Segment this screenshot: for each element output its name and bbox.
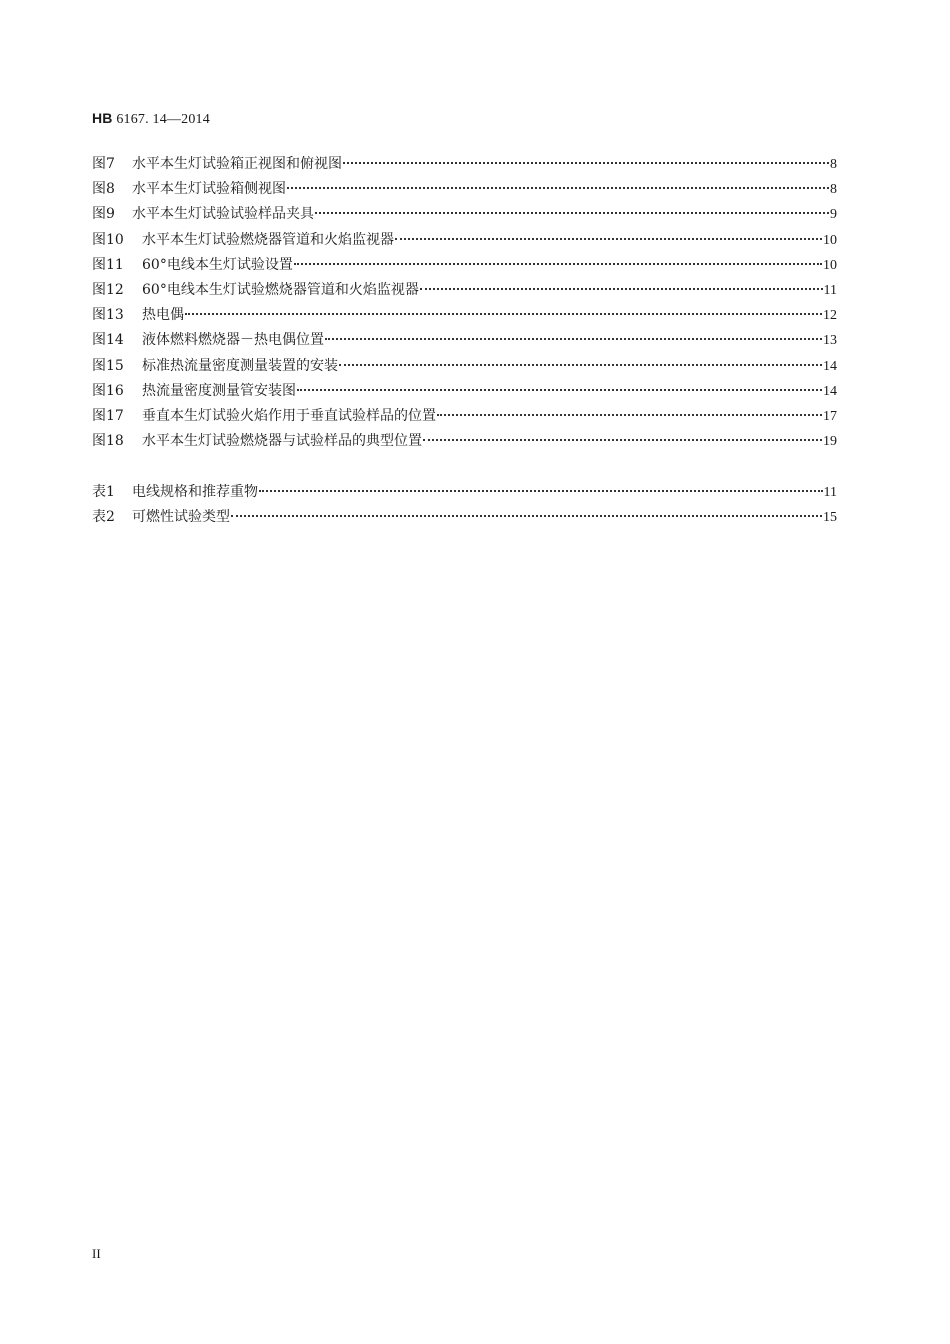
figure-title: 水平本生灯试验箱正视图和俯视图 <box>132 156 342 172</box>
dot-leader <box>287 187 829 189</box>
dot-leader <box>297 389 822 391</box>
figure-page-number: 10 <box>823 232 837 248</box>
toc-row-figure-11[interactable] <box>92 253 837 278</box>
toc-row-figure-17[interactable] <box>92 404 837 429</box>
toc-row-figure-13[interactable] <box>92 303 837 328</box>
dot-leader <box>325 338 822 340</box>
figure-title: 水平本生灯试验燃烧器管道和火焰监视器 <box>142 231 394 248</box>
figure-number: 图18 <box>92 433 124 450</box>
figure-page-number: 8 <box>830 157 837 172</box>
figure-number: 图15 <box>92 357 124 374</box>
dot-leader <box>294 263 822 265</box>
figure-page-number: 11 <box>823 282 837 298</box>
figure-number: 图7 <box>92 156 115 172</box>
toc-row-table-2[interactable] <box>92 505 837 530</box>
table-page-number: 11 <box>823 485 837 500</box>
figure-number: 图13 <box>92 307 124 324</box>
figure-title: 液体燃料燃烧器－热电偶位置 <box>142 332 324 349</box>
page-number-footer: II <box>92 1246 101 1261</box>
figure-page-number: 12 <box>823 308 837 324</box>
table-page-number: 15 <box>823 510 837 526</box>
figure-number: 图9 <box>92 206 115 223</box>
toc-row-figure-12[interactable] <box>92 278 837 303</box>
figure-page-number: 17 <box>823 408 837 424</box>
table-list <box>92 480 837 530</box>
figure-title: 标准热流量密度测量装置的安装 <box>142 357 338 374</box>
figure-title: 60°电线本生灯试验燃烧器管道和火焰监视器 <box>142 281 419 298</box>
table-title: 电线规格和推荐重物 <box>132 484 258 500</box>
toc-row-figure-7[interactable] <box>92 152 837 177</box>
toc-row-figure-9[interactable] <box>92 202 837 227</box>
toc-row-table-1[interactable] <box>92 480 837 505</box>
toc-row-figure-8[interactable] <box>92 177 837 202</box>
figure-page-number: 14 <box>823 358 837 374</box>
toc-row-figure-14[interactable] <box>92 328 837 353</box>
toc-row-figure-10[interactable] <box>92 228 837 253</box>
dot-leader <box>343 162 829 164</box>
figure-number: 图17 <box>92 407 124 424</box>
standard-number: 6167. 14—2014 <box>112 112 210 127</box>
standard-code: HB <box>92 110 113 126</box>
figure-page-number: 10 <box>823 257 837 273</box>
figure-page-number: 9 <box>830 207 837 223</box>
figure-number: 图11 <box>92 256 124 273</box>
figure-title: 垂直本生灯试验火焰作用于垂直试验样品的位置 <box>142 407 436 424</box>
figure-title: 热流量密度测量管安装图 <box>142 382 296 399</box>
dot-leader <box>423 439 822 441</box>
figure-number: 图12 <box>92 281 124 298</box>
toc-row-figure-15[interactable] <box>92 354 837 379</box>
dot-leader <box>437 414 822 416</box>
figure-number: 图14 <box>92 332 124 349</box>
toc-row-figure-16[interactable] <box>92 379 837 404</box>
figure-page-number: 19 <box>823 434 837 450</box>
table-number: 表2 <box>92 509 115 526</box>
table-title: 可燃性试验类型 <box>132 509 230 526</box>
dot-leader <box>420 288 823 290</box>
figure-list <box>92 152 837 454</box>
figure-page-number: 14 <box>823 383 837 399</box>
figure-number: 图8 <box>92 181 115 198</box>
figure-number: 图10 <box>92 231 124 248</box>
figure-title: 热电偶 <box>142 307 184 324</box>
dot-leader <box>185 313 822 315</box>
dot-leader <box>339 364 822 366</box>
dot-leader <box>395 238 822 240</box>
toc-row-figure-18[interactable] <box>92 429 837 454</box>
dot-leader <box>315 212 829 214</box>
figure-title: 水平本生灯试验箱侧视图 <box>132 181 286 198</box>
figure-title: 水平本生灯试验试验样品夹具 <box>132 206 314 223</box>
dot-leader <box>259 490 823 492</box>
figure-title: 60°电线本生灯试验设置 <box>142 256 293 273</box>
figure-number: 图16 <box>92 382 124 399</box>
dot-leader <box>231 515 822 517</box>
figure-page-number: 8 <box>830 182 837 198</box>
figure-title: 水平本生灯试验燃烧器与试验样品的典型位置 <box>142 433 422 450</box>
document-header <box>92 110 210 128</box>
figure-page-number: 13 <box>823 333 837 349</box>
table-number: 表1 <box>92 484 115 500</box>
